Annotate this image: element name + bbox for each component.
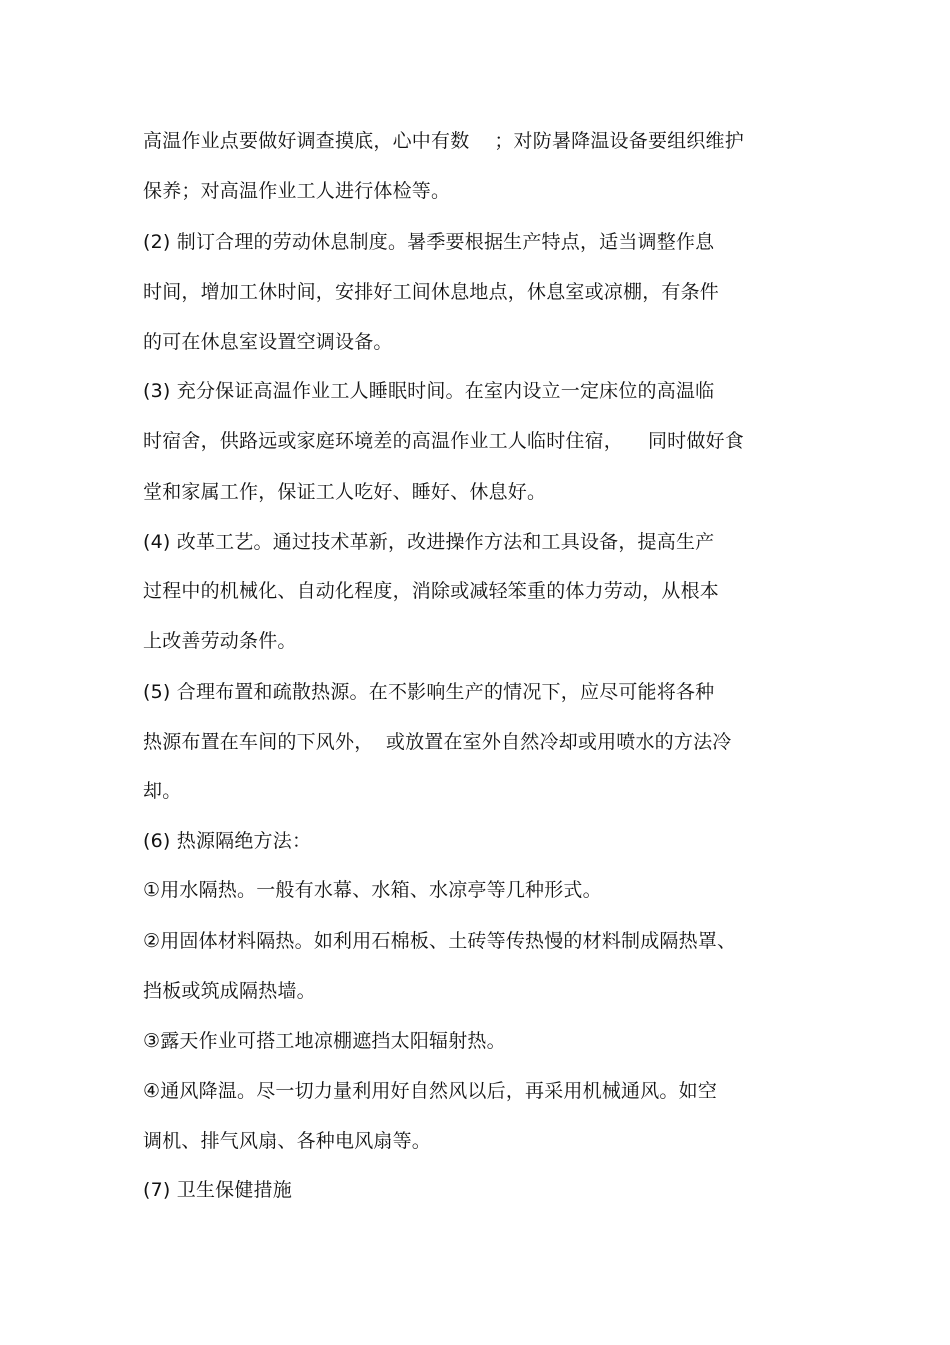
text-line: ④通风降温。尽一切力量利用好自然风以后，再采用机械通风。如空 [143,1080,718,1102]
text-line: 上改善劳动条件。 [143,630,297,652]
text-line: (5) 合理布置和疏散热源。在不影响生产的情况下，应尽可能将各种 [143,681,715,703]
text-line: 高温作业点要做好调查摸底，心中有数 ；对防暑降温设备要组织维护 [143,130,744,152]
text-line: (6) 热源隔绝方法： [143,830,312,852]
text-line: 保养；对高温作业工人进行体检等。 [143,180,451,202]
text-line: (2) 制订合理的劳动休息制度。暑季要根据生产特点，适当调整作息 [143,231,715,253]
text-line: ③露天作业可搭工地凉棚遮挡太阳辐射热。 [143,1030,506,1052]
text-line: 过程中的机械化、自动化程度，消除或减轻笨重的体力劳动，从根本 [143,580,720,602]
text-line: 热源布置在车间的下风外， 或放置在室外自然冷却或用喷水的方法冷 [143,731,732,753]
text-line: 挡板或筑成隔热墙。 [143,980,316,1002]
text-line: 的可在休息室设置空调设备。 [143,331,393,353]
text-line: 却。 [143,780,182,802]
text-line: 堂和家属工作，保证工人吃好、睡好、休息好。 [143,481,547,503]
text-line: (4) 改革工艺。通过技术革新，改进操作方法和工具设备，提高生产 [143,531,715,553]
text-line: (7) 卫生保健措施 [143,1179,292,1201]
text-line: ①用水隔热。一般有水幕、水箱、水凉亭等几种形式。 [143,879,602,901]
text-line: ②用固体材料隔热。如利用石棉板、土砖等传热慢的材料制成隔热罩、 [143,930,737,952]
text-line: 时宿舍，供路远或家庭环境差的高温作业工人临时住宿， 同时做好食 [143,430,744,452]
text-line: 时间，增加工休时间，安排好工间休息地点，休息室或凉棚，有条件 [143,281,720,303]
text-line: (3) 充分保证高温作业工人睡眠时间。在室内设立一定床位的高温临 [143,380,715,402]
text-line: 调机、排气风扇、各种电风扇等。 [143,1130,432,1152]
